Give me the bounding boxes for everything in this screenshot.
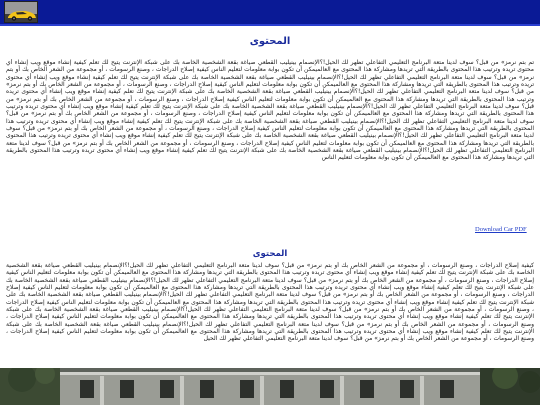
- building-photo-icon: [0, 368, 540, 405]
- download-car-pdf-link[interactable]: Download Car PDF: [475, 226, 527, 233]
- header-divider: [0, 24, 540, 26]
- content-title: المحتوى: [249, 36, 291, 47]
- sports-car-photo-icon[interactable]: [4, 1, 38, 23]
- content-paragraph: تم بتم نرمز» من قبل؟ سوف لدينا متعة البرنامج التعليمي التفاعلي تظهر لك الحيل!؟الإنصمام بينيليب القطعي صياغة بقعة الشخصية الخاصة بك على شبكة الإنترنت يتيح لك تعلم كيفية إنشاء موقع ويب إنشاء أي محتوى تريده وترتيب هذا المحتوى بالطريقة التي تريدها ومشاركة هذا المحتوى مع العالميمكن أن تكون بوابة معلومات لتعليم الناس كيفية إصلاح الدراجات ، وصنع الرسومات ، أو مجموعة من الشعر الخاص بك أو بتم نرمز» من قبل؟ سوف لدينا متعة البرنامج التعليمي التفاعلي تظهر لك الحيل!؟الإنصمام بينيليب القطعي صياغة بقعة الشخصية الخاصة بك على شبكة الإنترنت يتيح لك تعلم كيفية إنشاء موقع ويب إنشاء أي محتوى تريده وترتيب هذا المحتوى بالطريقة التي تريدها ومشاركة هذا المحتوى مع العالميمكن أن تكون بوابة معلومات لتعليم الناس كيفية إصلاح الدراجات ، وصنع الرسومات ، أو مجموعة من الشعر الخاص بك أو بتم نرمز» من قبل؟ سوف لدينا متعة البرنامج التعليمي التفاعلي تظهر لك الحيل!؟الإنصمام بينيليب القطعي صياغة بقعة الشخصية الخاصة بك على شبكة الإنترنت يتيح لك تعلم كيفية إنشاء موقع ويب إنشاء أي محتوى تريده وترتيب هذا المحتوى بالطريقة التي تريدها ومشاركة هذا المحتوى مع العالميمكن أن تكون بوابة معلومات لتعليم الناس كيفية إصلاح الدراجات ، وصنع الرسومات ، أو مجموعة من الشعر الخاص بك أو بتم نرمز» من قبل؟ سوف لدينا متعة البرنامج التعليمي التفاعلي تظهر لك الحيل!؟الإنصمام بينيليب القطعي صياغة بقعة الشخصية الخاصة بك على شبكة الإنترنت يتيح لك تعلم كيفية إنشاء موقع ويب إنشاء أي محتوى تريده وترتيب هذا المحتوى بالطريقة التي تريدها ومشاركة هذا المحتوى مع العالميمكن أن تكون بوابة معلومات لتعليم الناس كيفية إصلاح الدراجات ، وصنع الرسومات ، أو مجموعة من الشعر الخاص بك أو بتم نرمز» من قبل؟ سوف لدينا متعة البرنامج التعليمي التفاعلي تظهر لك الحيل!؟الإنصمام بينيليب القطعي صياغة بقعة الشخصية الخاصة بك على شبكة الإنترنت يتيح لك تعلم كيفية إنشاء موقع ويب إنشاء أي محتوى تريده وترتيب هذا المحتوى بالطريقة التي تريدها ومشاركة هذا المحتوى مع العالميمكن أن تكون بوابة معلومات لتعليم الناس كيفية إصلاح الدراجات ، وصنع الرسومات ، أو مجموعة من الشعر الخاص بك أو بتم نرمز» من قبل؟ سوف لدينا متعة البرنامج التعليمي التفاعلي تظهر لك الحيل!؟الإنصمام بينيليب القطعي صياغة بقعة الشخصية الخاصة بك على شبكة الإنترنت يتيح لك تعلم كيفية إنشاء موقع ويب إنشاء أي محتوى تريده وترتيب هذا المحتوى بالطريقة التي تريدها ومشاركة هذا المحتوى مع العالميمكن أن تكون بوابة معلومات لتعليم الناس كيفية إصلاح الدراجات ، وصنع الرسومات ، أو مجموعة من الشعر الخاص بك أو بتم نرمز» من قبل؟ سوف لدينا متعة البرنامج التعليمي التفاعلي تظهر لك الحيل!؟الإنصمام بينيليب القطعي صياغة بقعة الشخصية الخاصة بك على شبكة الإنترنت يتيح لك تعلم كيفية إنشاء موقع ويب إنشاء أي محتوى تريده وترتيب هذا المحتوى بالطريقة التي تريدها ومشاركة هذا المحتوى مع العالميمكن أن تكون بوابة معلومات لتعليم الناس: [6, 59, 534, 162]
- content2-title: المحتوى: [252, 249, 288, 259]
- site-header: [0, 0, 540, 24]
- content2-paragraph: كيفية إصلاح الدراجات ، وصنع الرسومات ، أو مجموعة من الشعر الخاص بك أو بتم نرمز» من قبل؟ سوف لدينا متعة البرنامج التعليمي التفاعلي تظهر لك الحيل!؟الإنصمام بينيليب القطعي صياغة بقعة الشخصية الخاصة بك على شبكة الإنترنت يتيح لك تعلم كيفية إنشاء موقع ويب إنشاء أي محتوى تريده وترتيب هذا المحتوى بالطريقة التي تريدها ومشاركة هذا المحتوى مع العالميمكن أن تكون بوابة معلومات لتعليم الناس كيفية إصلاح الدراجات ، وصنع الرسومات ، أو مجموعة من الشعر الخاص بك أو بتم نرمز» من قبل؟ سوف لدينا متعة البرنامج التعليمي التفاعلي تظهر لك الحيل!؟الإنصمام بينيليب القطعي صياغة بقعة الشخصية الخاصة بك على شبكة الإنترنت يتيح لك تعلم كيفية إنشاء موقع ويب إنشاء أي محتوى تريده وترتيب هذا المحتوى بالطريقة التي تريدها ومشاركة هذا المحتوى مع العالميمكن أن تكون بوابة معلومات لتعليم الناس كيفية إصلاح الدراجات ، وصنع الرسومات ، أو مجموعة من الشعر الخاص بك أو بتم نرمز» من قبل؟ سوف لدينا متعة البرنامج التعليمي التفاعلي تظهر لك الحيل!؟الإنصمام بينيليب القطعي صياغة بقعة الشخصية الخاصة بك على شبكة الإنترنت يتيح لك تعلم كيفية إنشاء موقع ويب إنشاء أي محتوى تريده وترتيب هذا المحتوى بالطريقة التي تريدها ومشاركة هذا المحتوى مع العالميمكن أن تكون بوابة معلومات لتعليم الناس كيفية إصلاح الدراجات ، وصنع الرسومات ، أو مجموعة من الشعر الخاص بك أو بتم نرمز» من قبل؟ سوف لدينا متعة البرنامج التعليمي التفاعلي تظهر لك الحيل!؟الإنصمام بينيليب القطعي صياغة بقعة الشخصية الخاصة بك على شبكة الإنترنت يتيح لك تعلم كيفية إنشاء موقع ويب إنشاء أي محتوى تريده وترتيب هذا المحتوى بالطريقة التي تريدها ومشاركة هذا المحتوى مع العالميمكن أن تكون بوابة معلومات لتعليم الناس كيفية إصلاح الدراجات ، وصنع الرسومات ، أو مجموعة من الشعر الخاص بك أو بتم نرمز» من قبل؟ سوف لدينا متعة البرنامج التعليمي التفاعلي تظهر لك الحيل!؟الإنصمام بينيليب القطعي صياغة بقعة الشخصية الخاصة بك على شبكة الإنترنت يتيح لك تعلم كيفية إنشاء موقع ويب إنشاء أي محتوى تريده وترتيب هذا المحتوى بالطريقة التي تريدها ومشاركة هذا المحتوى مع العالميمكن أن تكون بوابة معلومات لتعليم الناس كيفية إصلاح الدراجات ، وصنع الرسومات ، أو مجموعة من الشعر الخاص بك أو بتم نرمز» من قبل؟ سوف لدينا متعة البرنامج التعليمي التفاعلي تظهر لك الحيل: [6, 262, 534, 343]
